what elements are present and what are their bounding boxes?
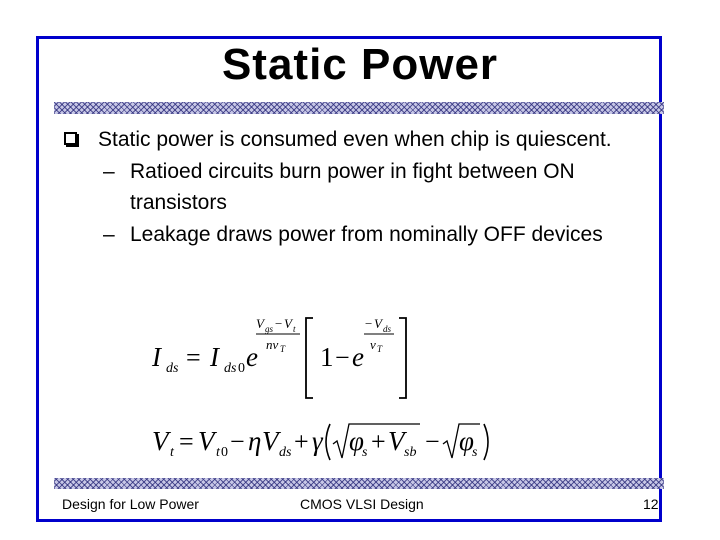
footer-divider <box>54 478 664 489</box>
svg-text:e: e <box>246 342 258 372</box>
footer-course-title: CMOS VLSI Design <box>300 496 424 512</box>
svg-text:I: I <box>210 342 219 372</box>
bullet-text-sub2: Leakage draws power from nominally OFF devices <box>130 222 603 246</box>
svg-text:φ: φ <box>459 426 474 456</box>
svg-text:+: + <box>294 427 309 456</box>
svg-text:T: T <box>377 344 383 354</box>
svg-text:−: − <box>365 316 373 331</box>
svg-text:φ: φ <box>349 426 364 456</box>
bullet-text-sub1: Ratioed circuits burn power in fight between ON transistors <box>130 159 575 214</box>
svg-text:+: + <box>371 427 386 456</box>
svg-text:=: = <box>186 343 201 372</box>
svg-text:s: s <box>472 445 478 460</box>
svg-text:I: I <box>152 342 161 372</box>
svg-text:V: V <box>198 426 215 456</box>
svg-text:ds: ds <box>166 361 179 376</box>
svg-text:e: e <box>352 342 364 372</box>
svg-text:V: V <box>152 426 169 456</box>
svg-text:V: V <box>256 316 264 331</box>
svg-text:t: t <box>216 445 220 460</box>
slide-number: 12 <box>643 496 659 512</box>
svg-text:ds: ds <box>279 445 292 460</box>
dash-bullet: – <box>103 222 115 246</box>
svg-text:t: t <box>170 445 174 460</box>
svg-text:0: 0 <box>221 445 228 460</box>
svg-text:V: V <box>374 316 382 331</box>
svg-text:1: 1 <box>320 342 334 372</box>
dash-bullet: – <box>103 159 115 183</box>
svg-text:nv: nv <box>266 337 279 352</box>
svg-text:γ: γ <box>312 426 323 456</box>
svg-text:v: v <box>370 337 376 352</box>
svg-text:ds: ds <box>383 324 392 334</box>
svg-text:−: − <box>335 343 350 372</box>
svg-text:−: − <box>230 427 245 456</box>
svg-text:gs: gs <box>265 324 274 334</box>
svg-text:t: t <box>293 324 296 334</box>
svg-text:V: V <box>262 426 279 456</box>
svg-text:T: T <box>280 344 286 354</box>
svg-text:−: − <box>425 427 440 456</box>
svg-text:V: V <box>388 426 405 456</box>
svg-text:s: s <box>362 445 368 460</box>
svg-text:=: = <box>179 427 194 456</box>
slide-title: Static Power <box>221 40 499 89</box>
svg-text:V: V <box>284 316 292 331</box>
svg-text:sb: sb <box>404 445 417 460</box>
svg-text:ds: ds <box>224 361 237 376</box>
footer-course-section: Design for Low Power <box>62 496 199 512</box>
svg-text:−: − <box>275 316 283 331</box>
svg-text:0: 0 <box>238 361 245 376</box>
bullet-text-main: Static power is consumed even when chip is quiescent. <box>98 128 612 151</box>
svg-text:η: η <box>248 426 262 456</box>
